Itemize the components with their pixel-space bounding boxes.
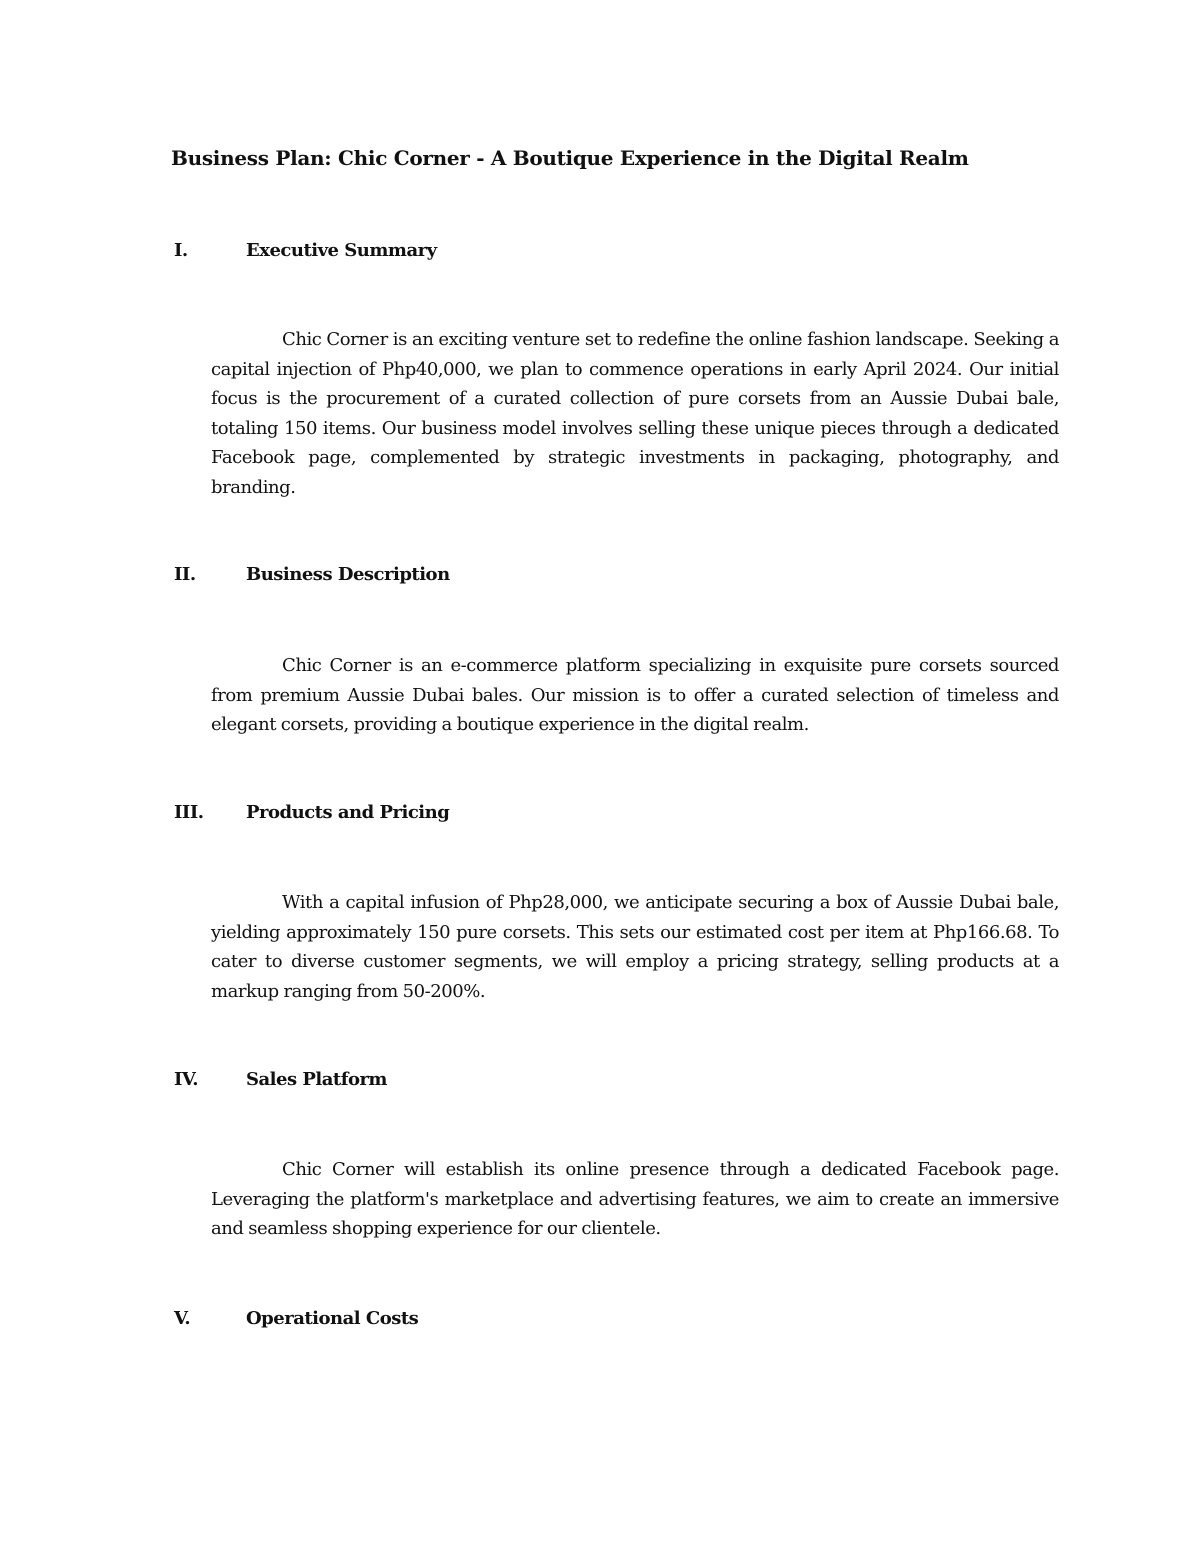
section-body-sales-platform: Chic Corner will establish its online presence through a dedicated Facebook page. Leveraging the platform's marketplace and advertising features, we aim to create an immersive and seamless shopping experience for our clientele. xyxy=(211,1159,1059,1240)
section-number: III. xyxy=(174,802,204,823)
section-title: Sales Platform xyxy=(246,1069,387,1090)
section-heading-operational-costs xyxy=(174,1306,874,1332)
section-number: V. xyxy=(174,1308,191,1329)
section-title: Products and Pricing xyxy=(246,802,450,823)
section-heading-business-description xyxy=(174,562,874,588)
section-body-business-description: Chic Corner is an e-commerce platform specializing in exquisite pure corsets sourced from premium Aussie Dubai bales. Our mission is to offer a curated selection of timeless and elegant corsets, providing a boutique experience in the digital realm. xyxy=(211,655,1059,736)
section-body-executive-summary: Chic Corner is an exciting venture set to redefine the online fashion landscape. Seeking a capital injection of Php40,000, we plan to commence operations in early April 2024. Our initial focus is the procurement of a curated collection of pure corsets from an Aussie Dubai bale, totaling 150 items. Our business model involves selling these unique pieces through a dedicated Facebook page, complemented by strategic investments in packaging, photography, and branding. xyxy=(211,329,1059,498)
section-heading-executive-summary xyxy=(174,238,874,264)
section-heading-sales-platform xyxy=(174,1067,874,1093)
section-number: II. xyxy=(174,564,196,585)
section-title: Operational Costs xyxy=(246,1308,419,1329)
document-title: Business Plan: Chic Corner - A Boutique Experience in the Digital Realm xyxy=(171,146,969,170)
section-number: IV. xyxy=(174,1069,199,1090)
section-title: Business Description xyxy=(246,564,450,585)
section-title: Executive Summary xyxy=(246,240,437,261)
section-heading-products-and-pricing xyxy=(174,800,874,826)
section-number: I. xyxy=(174,240,188,261)
section-body-products-and-pricing: With a capital infusion of Php28,000, we anticipate securing a box of Aussie Dubai bale, yielding approximately 150 pure corsets. This sets our estimated cost per item at Php166.68. To cater to diverse customer segments, we will employ a pricing strategy, selling products at a markup ranging from 50-200%. xyxy=(211,892,1059,1002)
